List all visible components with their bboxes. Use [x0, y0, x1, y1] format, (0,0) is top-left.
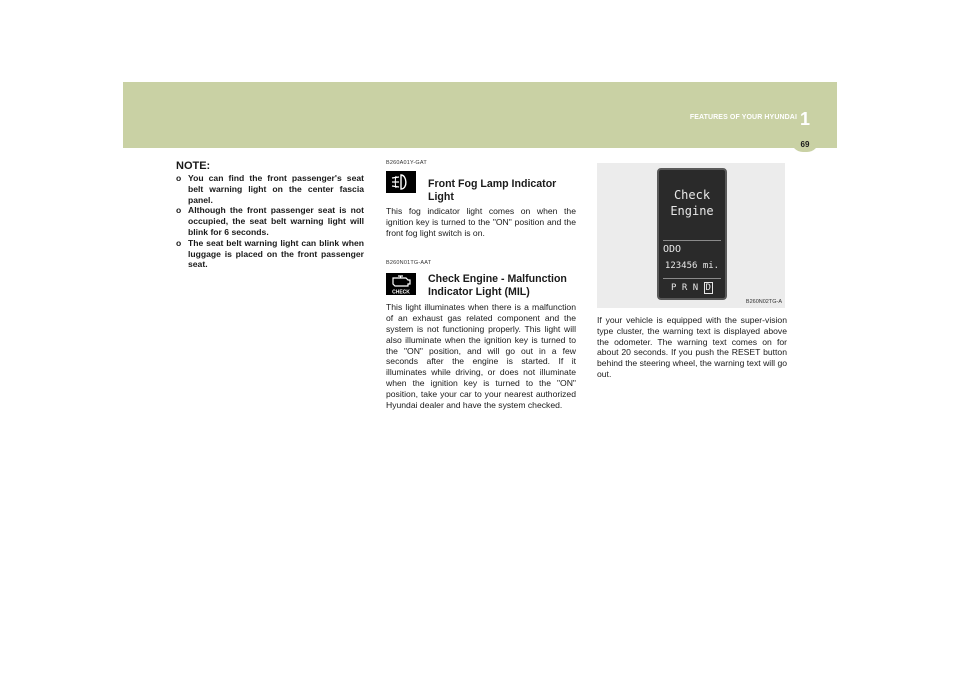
check-body: This light illuminates when there is a malfunction of an exhaust gas related component and the system is not functioning properly. This light will also illuminate when the ignition key is turned to the "ON" position, and will go out in a few seconds after the engine is started. If it illuminates while driving, or does not illuminate when the ignition key is turned to the "ON" position, take your car to your nearest authorized Hyundai dealer and have the system checked. [386, 302, 576, 410]
gear-indicator [659, 282, 725, 294]
note-bullet: o [176, 205, 182, 216]
display-divider [663, 240, 721, 241]
odo-label: ODO [663, 244, 682, 255]
note-bullet: o [176, 173, 182, 183]
note-item [176, 205, 364, 237]
odo-value: 123456 mi. [664, 261, 720, 271]
note-list [176, 173, 364, 270]
check-heading: Check Engine - Malfunction Indicator Light (MIL) [428, 273, 567, 298]
warning-text-line1: Check [673, 188, 711, 202]
chapter-number: 1 [799, 109, 810, 129]
fog-body: This fog indicator light comes on when the ignition key is turned to the "ON" position and the front fog light switch is on. [386, 206, 576, 238]
section-title: FEATURES OF YOUR HYUNDAI [689, 114, 797, 121]
front-fog-lamp-icon [386, 171, 416, 193]
page-number: 69 [791, 132, 819, 152]
note-text: Although the front passenger seat is not occupied, the seat belt warning light will blink for 6 seconds. [188, 205, 364, 237]
cluster-body: If your vehicle is equipped with the super-vision type cluster, the warning text is displayed above the odometer. The warning text comes on for about 20 seconds. If you push the RESET button behind the steering wheel, the warning text will go out. [597, 315, 787, 379]
note-text: The seat belt warning light can blink when luggage is placed on the front passenger seat. [188, 237, 364, 270]
check-icon-label: CHECK [392, 289, 410, 296]
cluster-column [597, 160, 787, 380]
display-divider [663, 278, 721, 279]
check-engine-icon [386, 273, 416, 295]
figure-code: B260N02TG-A [745, 299, 782, 305]
warning-text-line2: Engine [670, 204, 714, 218]
fog-section-heading [386, 168, 576, 203]
header-band [123, 82, 837, 148]
check-section-heading [386, 267, 576, 298]
cluster-figure [597, 163, 785, 308]
note-item [176, 173, 364, 205]
fog-section-code: B260A01Y-GAT [386, 160, 427, 166]
note-column [176, 160, 364, 270]
gear-positions: P R N [671, 283, 699, 293]
gear-selected: D [705, 283, 711, 293]
note-text: You can find the front passenger's seat belt warning light on the center fascia panel. [188, 173, 364, 205]
indicator-column [386, 160, 576, 410]
check-section-code: B260N01TG-AAT [386, 260, 432, 267]
supervision-cluster-display [657, 168, 727, 300]
note-title: NOTE: [176, 160, 211, 172]
fog-heading: Front Fog Lamp Indicator Light [428, 178, 557, 203]
note-item [176, 238, 364, 270]
note-bullet: o [176, 237, 182, 248]
